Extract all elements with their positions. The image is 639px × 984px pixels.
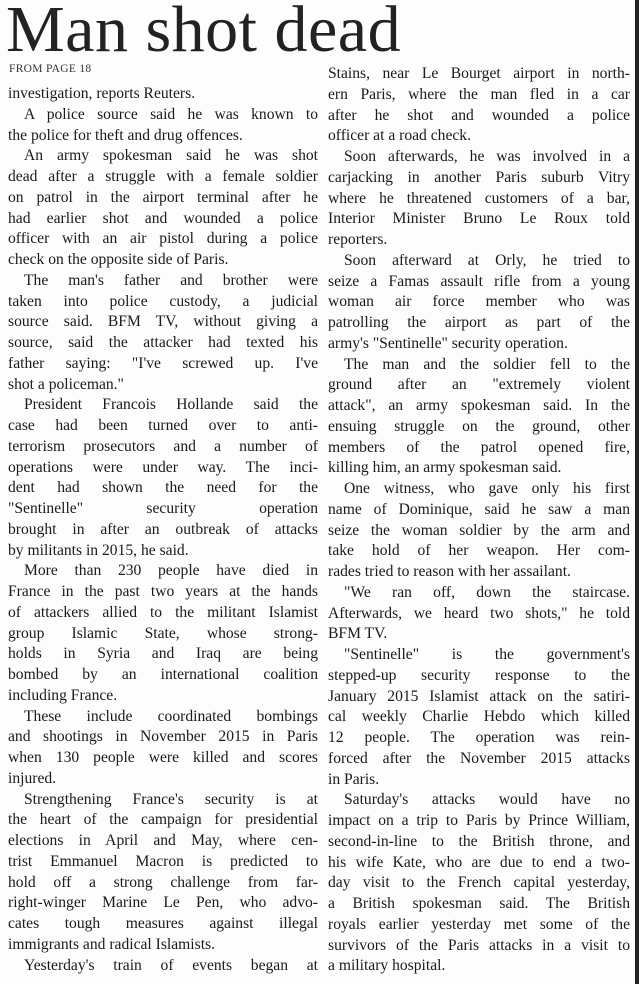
text-line: after he shot and wounded a police (328, 106, 630, 124)
text-line: "Sentinelle" security operation (8, 500, 318, 517)
text-line: when 130 people were killed and scores (8, 749, 318, 766)
paragraph (8, 561, 318, 706)
paragraph (8, 395, 318, 561)
text-line: stepped-up security response to the (328, 666, 630, 684)
text-line: his wife Kate, who are due to end a two- (328, 853, 630, 871)
text-line: the heart of the campaign for presidential (8, 811, 318, 829)
text-line: check on the opposite side of Paris. (8, 251, 229, 268)
paragraph (328, 583, 630, 645)
text-line: source said. BFM TV, without giving a (8, 313, 318, 331)
text-line: right-winger Marine Le Pen, who advo- (8, 894, 318, 912)
paragraph (8, 105, 318, 147)
text-line: Soon afterward at Orly, he tried to (344, 251, 630, 269)
paragraph (328, 645, 630, 790)
text-line: royals earlier yesterday met some of the (328, 915, 630, 933)
text-line: France in the past two years at the hands (8, 583, 318, 600)
text-line: Strengthening France's security is at (24, 790, 318, 808)
paragraph (8, 790, 318, 956)
text-line: Stains, near Le Bourget airport in north- (328, 65, 630, 82)
text-line: name of Dominique, said he saw a man (328, 500, 630, 518)
text-line: reporters. (328, 231, 388, 248)
text-line: "We ran off, down the staircase. (344, 583, 630, 601)
text-line: including France. (8, 686, 118, 704)
text-line: More than 230 people have died in (24, 562, 318, 580)
text-line: cal weekly Charlie Hebdo which killed (328, 708, 630, 726)
text-line: case had been turned over to anti- (8, 417, 318, 434)
text-line: One witness, who gave only his first (344, 480, 630, 497)
text-line: had earlier shot and wounded a police (8, 209, 318, 227)
text-line: hold off a strong challenge from far- (8, 873, 318, 891)
text-line: group Islamic State, whose strong- (8, 624, 318, 642)
text-line: The man and the soldier fell to the (344, 355, 630, 373)
text-line: attack", an army spokesman said. In the (328, 397, 630, 414)
paragraph (328, 64, 630, 147)
text-line: officer with an air pistol during a police (8, 230, 318, 248)
text-line: These include coordinated bombings (24, 707, 318, 725)
text-line: a military hospital. (328, 957, 446, 975)
text-line: killing him, an army spokesman said. (328, 459, 562, 477)
paragraph (328, 790, 630, 977)
text-line: and shootings in November 2015 in Paris (8, 728, 318, 746)
text-line: 12 people. The operation was rein- (328, 729, 630, 746)
text-line: on patrol in the airport terminal after he (8, 188, 318, 206)
text-line: seize the woman soldier by the arm and (328, 521, 630, 539)
paragraph (328, 479, 630, 583)
paragraph (328, 147, 630, 251)
text-line: operations were under way. The inci- (8, 458, 318, 476)
text-line: patrolling the airport as part of the (328, 314, 630, 331)
text-line: seize a Famas assault rifle from a young (328, 272, 630, 290)
text-line: bombed by an international coalition (8, 666, 318, 683)
text-line: dent had shown the need for the (8, 479, 318, 497)
text-line: woman air force member who was (328, 293, 630, 311)
paragraph (8, 84, 318, 105)
text-line: ern Paris, where the man fled in a car (328, 85, 630, 103)
text-line: investigation, reports Reuters. (8, 85, 196, 102)
text-line: father saying: "I've screwed up. I've (8, 354, 318, 372)
paragraph (328, 251, 630, 355)
text-line: army's "Sentinelle" security operation. (328, 334, 568, 352)
paragraph (8, 271, 318, 396)
text-line: second-in-line to the British throne, and (328, 832, 630, 850)
text-line: Afterwards, we heard two shots," he told (328, 604, 630, 622)
article-column-left (8, 84, 318, 976)
text-line: the police for theft and drug offences. (8, 126, 243, 144)
text-line: holds in Syria and Iraq are being (8, 645, 318, 663)
text-line: President Francois Hollande said the (24, 396, 318, 414)
text-line: impact on a trip to Paris by Prince William, (328, 812, 630, 829)
text-line: by militants in 2015, he said. (8, 541, 189, 559)
text-line: Saturday's attacks would have no (344, 791, 630, 809)
text-line: brought in after an outbreak of attacks (8, 520, 318, 538)
text-line: terrorism prosecutors and a number of (8, 437, 318, 455)
text-line: elections in April and May, where cen- (8, 832, 318, 849)
text-line: An army spokesman said he was shot (24, 147, 318, 165)
text-line: cates tough measures against illegal (8, 915, 318, 932)
text-line: in Paris. (328, 770, 380, 788)
text-line: immigrants and radical Islamists. (8, 935, 216, 953)
continuation-kicker: FROM PAGE 18 (9, 63, 92, 75)
text-line: A police source said he was known to (24, 105, 318, 123)
text-line: taken into police custody, a judicial (8, 292, 318, 310)
text-line: forced after the November 2015 attacks (328, 749, 630, 767)
text-line: where he threatened customers of a bar, (328, 189, 630, 207)
page-edge-border (635, 0, 639, 984)
text-line: The man's father and brother were (24, 271, 318, 289)
text-line: shot a policeman." (8, 375, 124, 393)
text-line: survivors of the Paris attacks in a visit to (328, 936, 630, 954)
text-line: take hold of her weapon. Her com- (328, 542, 630, 560)
text-line: source, said the attacker had texted his (8, 334, 318, 351)
text-line: BFM TV. (328, 625, 388, 643)
text-line: Soon afterwards, he was involved in a (344, 148, 630, 165)
text-line: trist Emmanuel Macron is predicted to (8, 852, 318, 870)
paragraph (8, 956, 318, 977)
headline: Man shot dead (6, 0, 402, 66)
text-line: Interior Minister Bruno Le Roux told (328, 210, 630, 228)
text-line: "Sentinelle" is the government's (344, 646, 630, 663)
text-line: of attackers allied to the militant Islamist (8, 603, 318, 621)
text-line: dead after a struggle with a female soldier (8, 168, 318, 185)
text-line: January 2015 Islamist attack on the satiri- (328, 687, 630, 705)
paragraph (8, 707, 318, 790)
text-line: a British spokesman said. The British (328, 895, 630, 912)
text-line: injured. (8, 769, 57, 787)
text-line: members of the patrol opened fire, (328, 438, 630, 456)
text-line: officer at a road check. (328, 127, 472, 145)
text-line: day visit to the French capital yesterday, (328, 874, 630, 892)
article-column-right (328, 64, 630, 977)
text-line: rades tried to reason with her assailant. (328, 563, 571, 580)
text-line: carjacking in another Paris suburb Vitry (328, 168, 630, 186)
paragraph (8, 146, 318, 271)
text-line: Yesterday's train of events began at (24, 956, 318, 974)
text-line: ensuing struggle on the ground, other (328, 417, 630, 435)
text-line: ground after an "extremely violent (328, 376, 630, 394)
paragraph (328, 355, 630, 480)
